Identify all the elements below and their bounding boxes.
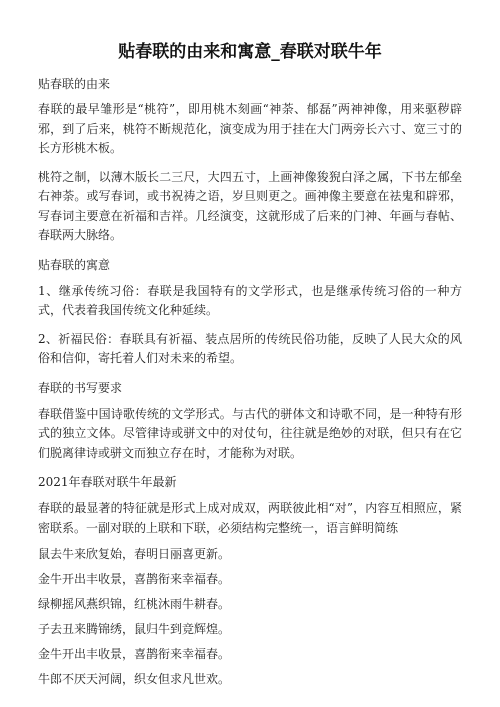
section-heading-2021: 2021年春联对联牛年最新 (38, 475, 177, 489)
paragraph-meaning-1: 1、继承传统习俗：春联是我国特有的文学形式，也是继承传统习俗的一种方式，代表着我国传统文化种延续。 (38, 283, 462, 317)
couplet-line: 鼠去牛来欣复始，春明日丽喜更新。 (38, 547, 231, 561)
paragraph-origin-1: 春联的最早雏形是“桃符”，即用桃木刻画“神荼、郁磊”两神神像，用来驱秽辟邪，到了后来，桃符不断规范化，演变成为用于挂在大门两旁长六寸、宽三寸的长方形桃木板。 (38, 102, 462, 155)
couplet-list (38, 545, 462, 689)
paragraph-origin-2: 桃符之制，以薄木版长二三尺，大四五寸，上画神像狻猊白泽之属，下书左郁垒右神荼。或写春词，或书祝祷之语，岁旦则更之。画神像主要意在祛鬼和辟邪，写春词主要意在祈福和吉祥。几经演变，这就形成了后来的门神、年画与春帖、春联两大脉络。 (38, 169, 462, 242)
couplet-line: 绿柳摇风燕织锦，红桃沐雨牛耕春。 (38, 597, 231, 611)
section-heading-writing: 春联的书写要求 (38, 380, 123, 395)
paragraph-2021-1: 春联的最显著的特征就是形式上成对成双，两联彼此相“对”，内容互相照应，紧密联系。一副对联的上联和下联，必须结构完整统一，语言鲜明简练 (38, 501, 462, 535)
paragraph-writing-1: 春联借鉴中国诗歌传统的文学形式。与古代的骈体文和诗歌不同，是一种特有形式的独立文体。尽管律诗或骈文中的对仗句，往往就是绝妙的对联，但只有在它们脱离律诗或骈文而独立存在时，才能称为对联。 (38, 406, 462, 460)
couplet-line: 金牛开出丰收景，喜鹊衔来幸福春。 (38, 572, 231, 586)
section-heading-meaning: 贴春联的寓意 (38, 257, 111, 272)
couplet-line: 子去丑来腾锦绣，鼠归牛到竞辉煌。 (38, 622, 231, 636)
paragraph-meaning-2: 2、祈福民俗：春联具有祈福、装点居所的传统民俗功能，反映了人民大众的风俗和信仰，寄托着人们对未来的希望。 (38, 331, 462, 365)
couplet-line: 牛郎不厌天河阔，织女但求凡世欢。 (38, 672, 231, 686)
couplet-line: 金牛开出丰收景，喜鹊衔来幸福春。 (38, 647, 231, 661)
document-title: 贴春联的由来和寓意_春联对联牛年 (118, 42, 382, 62)
section-heading-origin: 贴春联的由来 (38, 77, 111, 91)
